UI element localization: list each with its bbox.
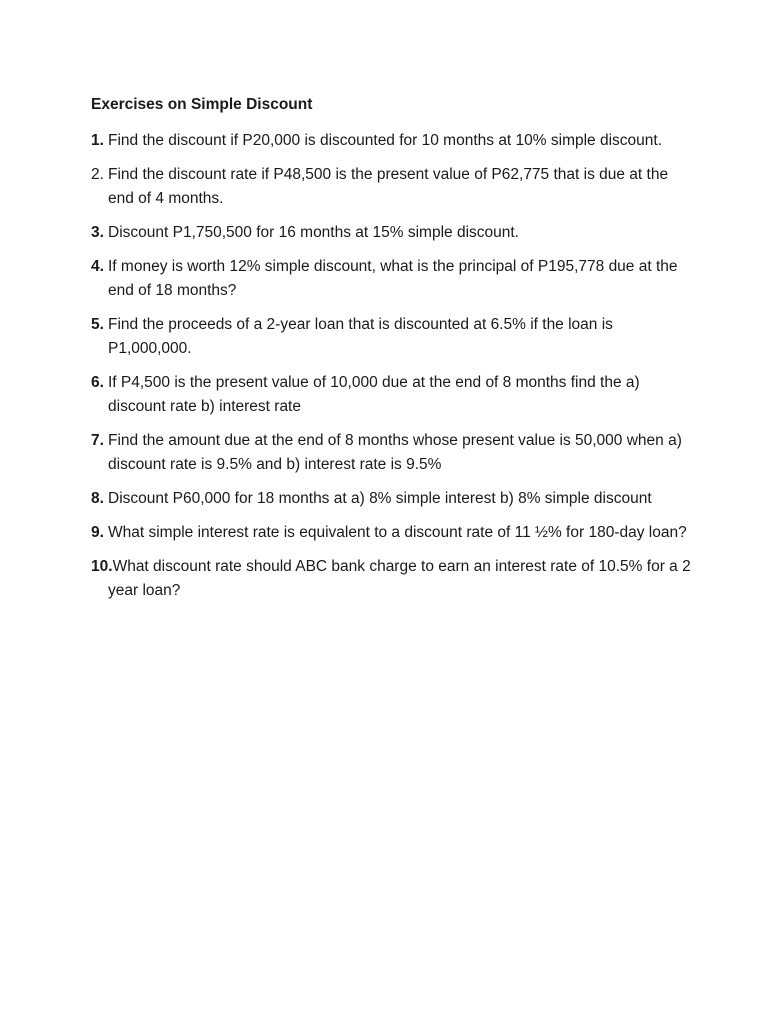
- exercise-item: [91, 521, 691, 545]
- exercise-item: [91, 555, 691, 603]
- exercise-text: If money is worth 12% simple discount, what is the principal of P195,778 due at the end of 18 months?: [108, 258, 678, 299]
- exercise-number: 5.: [91, 316, 104, 333]
- exercise-item: [91, 313, 691, 361]
- exercise-item: [91, 221, 691, 245]
- exercise-item: [91, 163, 691, 211]
- exercise-number: 2.: [91, 166, 104, 183]
- exercise-number: 7.: [91, 432, 104, 449]
- exercise-item: [91, 487, 691, 511]
- exercise-number: 4.: [91, 258, 104, 275]
- exercise-text: What simple interest rate is equivalent to a discount rate of 11 ½% for 180-day loan?: [108, 524, 687, 541]
- exercise-number: 3.: [91, 224, 104, 241]
- exercise-text: Find the amount due at the end of 8 months whose present value is 50,000 when a) discount rate is 9.5% and b) interest rate is 9.5%: [108, 432, 682, 473]
- exercise-text: Find the discount if P20,000 is discounted for 10 months at 10% simple discount.: [108, 132, 663, 149]
- exercise-item: [91, 129, 691, 153]
- exercise-text: Find the proceeds of a 2-year loan that is discounted at 6.5% if the loan is P1,000,000.: [108, 316, 613, 357]
- exercise-number: 10.: [91, 558, 113, 575]
- exercise-text: Discount P1,750,500 for 16 months at 15% simple discount.: [108, 224, 519, 241]
- exercise-item: [91, 371, 691, 419]
- exercise-text: Find the discount rate if P48,500 is the present value of P62,775 that is due at the end of 4 months.: [108, 166, 669, 207]
- exercise-number: 8.: [91, 490, 104, 507]
- exercise-item: [91, 429, 691, 477]
- exercise-list: [91, 129, 691, 613]
- exercise-number: 1.: [91, 132, 104, 149]
- exercise-number: 9.: [91, 524, 104, 541]
- exercise-text: Discount P60,000 for 18 months at a) 8% simple interest b) 8% simple discount: [108, 490, 652, 507]
- document-title: Exercises on Simple Discount: [91, 96, 313, 113]
- exercise-text: If P4,500 is the present value of 10,000 due at the end of 8 months find the a) discount rate b) interest rate: [108, 374, 640, 415]
- exercise-number: 6.: [91, 374, 104, 391]
- exercise-text: What discount rate should ABC bank charge to earn an interest rate of 10.5% for a 2 year loan?: [108, 558, 691, 599]
- exercise-item: [91, 255, 691, 303]
